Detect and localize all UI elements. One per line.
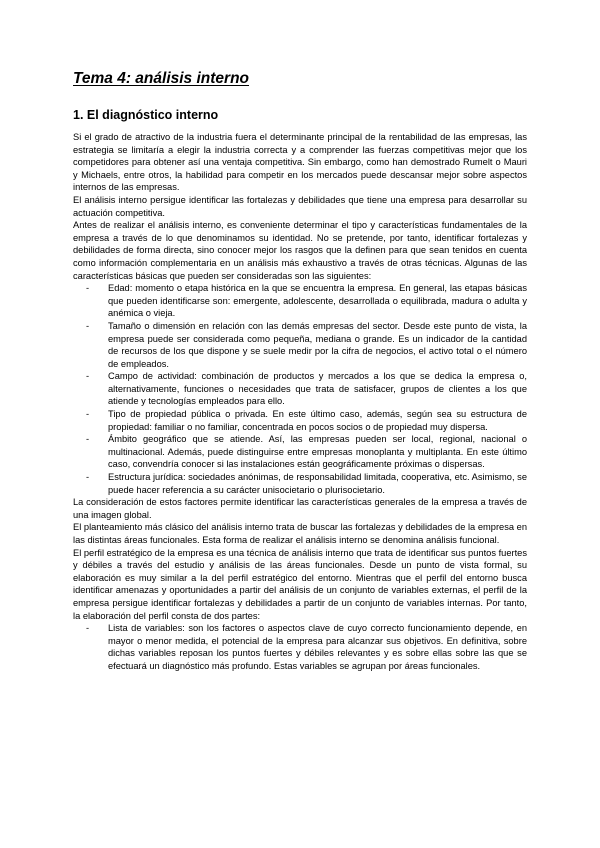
profile-parts-list — [73, 622, 527, 672]
paragraph-global-image: La consideración de estos factores permite identificar las características generales de la empresa a través de una imagen global. — [73, 497, 527, 520]
paragraph-internal-analysis-goal: El análisis interno persigue identificar las fortalezas y debilidades que tiene una empresa para desarrollar su actuación competitiva. — [73, 194, 527, 218]
paragraph-functional-analysis: El planteamiento más clásico del análisis interno trata de buscar las fortalezas y debilidades de la empresa en las distintas áreas funcionales. Esta forma de realizar el análisis interno se denomina análisis funcional. — [73, 522, 527, 545]
paragraph-identity: Antes de realizar el análisis interno, es conveniente determinar el tipo y características fundamentales de la empresa a través de lo que denominamos su identidad. No se pretende, por tanto, identificar fortalezas y debilidades de forma directa, sino conocer mejor los rasgos que la definen para que sean tenidos en cuenta como información complementaria en un análisis más exhaustivo a través de otras técnicas. Algunas de las características básicas que pueden ser consideradas son las siguientes: — [73, 220, 527, 281]
section-heading: 1. El diagnóstico interno — [73, 108, 219, 122]
list-item-tamano: - Tamaño o dimensión en relación con las demás empresas del sector. Desde este punto de vista, la empresa puede ser considerada como pequeña, mediana o grande. Es un indicador de la cantidad de recursos de los que dispone y se suele medir por la cifra de negocios, el activo total o el número de empleados. — [108, 320, 527, 370]
characteristics-list — [73, 282, 527, 496]
paragraph-attractiveness: Si el grado de atractivo de la industria fuera el determinante principal de la rentabilidad de las empresas, las estrategia se limitaría a elegir la industria correcta y a comprender las fuerzas competitivas mejor que los competidores para obtener así una ventaja competitiva. Sin embargo, como han demostrado Rumelt o Mauri y Michaels, entre otros, la habilidad para competir en los mercados puede descansar mejor sobre aspectos internos de las empresas. — [73, 132, 527, 193]
document-title: Tema 4: análisis interno — [73, 70, 250, 87]
list-item-campo-actividad: - Campo de actividad: combinación de productos y mercados a los que se dedica la empresa o, alternativamente, funciones o necesidades que trata de satisfacer, grupos de clientes a los que atiende y tecnologías empleados para ello. — [108, 370, 527, 408]
list-item-estructura-juridica: - Estructura jurídica: sociedades anónimas, de responsabilidad limitada, cooperativa, etc. Asimismo, se puede hacer referencia a su carácter unisocietario o plurisocietario. — [108, 471, 527, 496]
list-item-ambito-geografico: - Ámbito geográfico que se atiende. Así, las empresas pueden ser local, regional, nacional o multinacional. Además, puede distinguirse entre empresas monoplanta y multiplanta. En este último caso, convendría conocer si las instalaciones están geográficamente próximas o dispersas. — [108, 433, 527, 471]
list-item-tipo-propiedad: - Tipo de propiedad pública o privada. En este último caso, además, según sea su estructura de propiedad: familiar o no familiar, concentrada en pocos socios o de propiedad muy dispersa. — [108, 408, 527, 433]
list-item-lista-variables: - Lista de variables: son los factores o aspectos clave de cuyo correcto funcionamiento depende, en mayor o menor medida, el potencial de la empresa para alcanzar sus objetivos. En definitiva, sobre dichas variables reposan los puntos fuertes y débiles relevantes y es sobre ellas sobre las que se efectuará un diagnóstico más profundo. Estas variables se agrupan por áreas funcionales. — [108, 622, 527, 672]
paragraph-strategic-profile: El perfil estratégico de la empresa es una técnica de análisis interno que trata de identificar sus puntos fuertes y débiles a través del estudio y análisis de las áreas funcionales. Desde un punto de vista formal, su elaboración es muy similar a la del perfil estratégico del entorno. Mientras que el perfil del entorno busca identificar amenazas y oportunidades a partir del análisis de un conjunto de variables externas, el perfil de la empresa persigue identificar fortalezas y debilidades a partir de un conjunto de variables internas. Por tanto, la elaboración del perfil consta de dos partes: — [73, 547, 527, 621]
list-item-edad: - Edad: momento o etapa histórica en la que se encuentra la empresa. En general, las etapas básicas que pueden identificarse son: emergente, adolescente, desarrollada o equilibrada, madura o adulta y anémica o vieja. — [108, 282, 527, 320]
